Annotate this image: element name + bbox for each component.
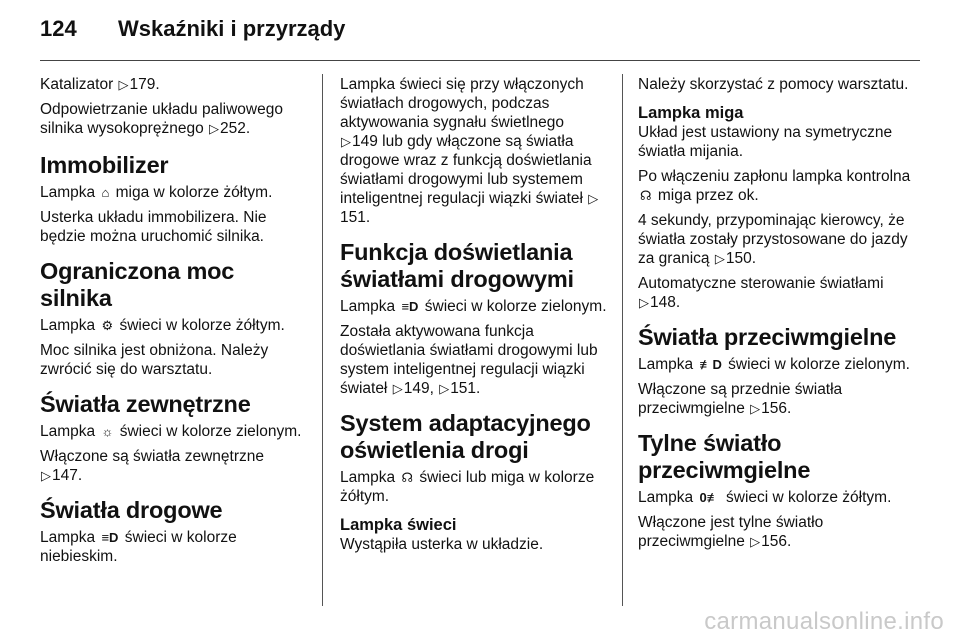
paragraph: 4 sekundy, przypominając kierowcy, że światła zostały przystosowane do jazdy za granicą ▷150. xyxy=(638,212,908,267)
page-title: Wskaźniki i przyrządy xyxy=(118,16,346,41)
paragraph: Po włączeniu zapłonu lampka kontrolna ☊ miga przez ok. xyxy=(638,168,911,204)
section-heading-front-fog: Światła przeciwmgielne xyxy=(638,324,897,350)
paragraph: Układ jest ustawiony na symetryczne światła mijania. xyxy=(638,124,893,160)
page-number: 124 xyxy=(40,16,77,41)
page-ref-arrow-icon: ▷ xyxy=(750,534,761,549)
front-fog-light-icon: ≢D xyxy=(699,357,722,372)
exterior-lights-icon: ☼ xyxy=(101,424,114,439)
page-ref[interactable]: 149, xyxy=(403,380,434,397)
paragraph: Należy skorzystać z pomocy warsztatu. xyxy=(638,76,909,93)
paragraph: Lampka ⌂ miga w kolorze żółtym. xyxy=(40,184,273,201)
page-ref[interactable]: 179. xyxy=(129,76,160,93)
afl-warning-icon: ☊ xyxy=(640,188,652,203)
section-heading-exterior-lights: Światła zewnętrzne xyxy=(40,391,251,417)
paragraph: Lampka ≡D świeci w kolorze zielonym. xyxy=(340,298,607,315)
paragraph: Lampka ☊ świeci lub miga w kolorze żółtym. xyxy=(340,469,595,505)
page-ref[interactable]: 156. xyxy=(761,400,792,417)
column-3 xyxy=(638,75,913,557)
afl-warning-icon: ☊ xyxy=(401,470,414,485)
paragraph: Odpowietrzanie układu paliwowego silnika wysokoprężnego ▷252. xyxy=(40,101,283,137)
column-1 xyxy=(40,75,308,572)
page-ref[interactable]: 150. xyxy=(725,250,756,267)
paragraph: Lampka ≢D świeci w kolorze zielonym. xyxy=(638,356,910,373)
immobilizer-icon: ⌂ xyxy=(101,185,110,200)
subheading-lamp-blinks: Lampka miga xyxy=(638,104,744,122)
page-ref[interactable]: 151. xyxy=(340,209,371,226)
paragraph: Została aktywowana funkcja doświetlania światłami drogowymi lub system inteligentnej regulacji wiązki świateł ▷149, ▷151. xyxy=(340,323,598,397)
page-ref-arrow-icon: ▷ xyxy=(714,251,725,266)
section-heading-afl: System adaptacyjnego oświetlenia drogi xyxy=(340,410,591,463)
page-ref-arrow-icon: ▷ xyxy=(639,295,649,310)
paragraph: Katalizator ▷179. xyxy=(40,76,160,93)
page-ref[interactable]: 156. xyxy=(761,533,792,550)
engine-power-limit-icon: ⚙ xyxy=(101,318,114,333)
page-ref-arrow-icon: ▷ xyxy=(750,401,761,416)
page-ref-arrow-icon: ▷ xyxy=(41,468,51,483)
page-ref[interactable]: 148. xyxy=(650,294,681,311)
page-ref[interactable]: 147. xyxy=(52,467,83,484)
paragraph: Moc silnika jest obniżona. Należy zwrócić się do warsztatu. xyxy=(40,342,269,378)
paragraph: Lampka ≡D świeci w kolorze niebieskim. xyxy=(40,529,237,565)
section-heading-power-limit: Ograniczona moc silnika xyxy=(40,258,235,311)
page-ref[interactable]: 252. xyxy=(220,120,251,137)
paragraph: Lampka 0≢ świeci w kolorze żółtym. xyxy=(638,489,892,506)
page-ref-arrow-icon: ▷ xyxy=(118,77,129,92)
paragraph: Automatyczne sterowanie światłami ▷148. xyxy=(638,275,884,311)
paragraph: Wystąpiła usterka w układzie. xyxy=(340,536,544,553)
section-heading-immobilizer: Immobilizer xyxy=(40,152,169,178)
paragraph: Włączone są przednie światła przeciwmgielne ▷156. xyxy=(638,381,843,417)
paragraph: Włączone jest tylne światło przeciwmgielne ▷156. xyxy=(638,514,824,550)
page-ref-arrow-icon: ▷ xyxy=(392,381,403,396)
page-ref-arrow-icon: ▷ xyxy=(588,191,599,206)
high-beam-icon: ≡D xyxy=(101,530,119,545)
page-header xyxy=(40,16,920,56)
paragraph: Lampka świeci się przy włączonych światłach drogowych, podczas aktywowania sygnału świetlnego ▷149 lub gdy włączone są światła drogowe wraz z funkcją doświetlania światłami drogowymi lub systemem inteligentnej regulacji wiązki świateł ▷151. xyxy=(340,76,599,226)
header-divider xyxy=(40,60,920,61)
column-2 xyxy=(340,75,608,560)
subheading-lamp-on: Lampka świeci xyxy=(340,516,457,534)
section-heading-high-beam: Światła drogowe xyxy=(40,497,223,523)
paragraph: Włączone są światła zewnętrzne ▷147. xyxy=(40,448,264,484)
section-heading-rear-fog: Tylne światło przeciwmgielne xyxy=(638,430,811,483)
page-ref-arrow-icon: ▷ xyxy=(341,134,351,149)
page-ref-arrow-icon: ▷ xyxy=(209,121,220,136)
paragraph: Lampka ☼ świeci w kolorze zielonym. xyxy=(40,423,302,440)
paragraph: Usterka układu immobilizera. Nie będzie można uruchomić silnika. xyxy=(40,209,267,245)
page-ref[interactable]: 151. xyxy=(450,380,481,397)
paragraph: Lampka ⚙ świeci w kolorze żółtym. xyxy=(40,317,285,334)
watermark: carmanualsonline.info xyxy=(704,608,944,635)
adaptive-high-beam-icon: ≡D xyxy=(401,299,419,314)
rear-fog-light-icon: 0≢ xyxy=(699,490,720,505)
page-ref-arrow-icon: ▷ xyxy=(439,381,450,396)
column-divider-2 xyxy=(622,74,623,606)
column-divider-1 xyxy=(322,74,323,606)
section-heading-adaptive-high-beam: Funkcja doświetlania światłami drogowymi xyxy=(340,239,574,292)
